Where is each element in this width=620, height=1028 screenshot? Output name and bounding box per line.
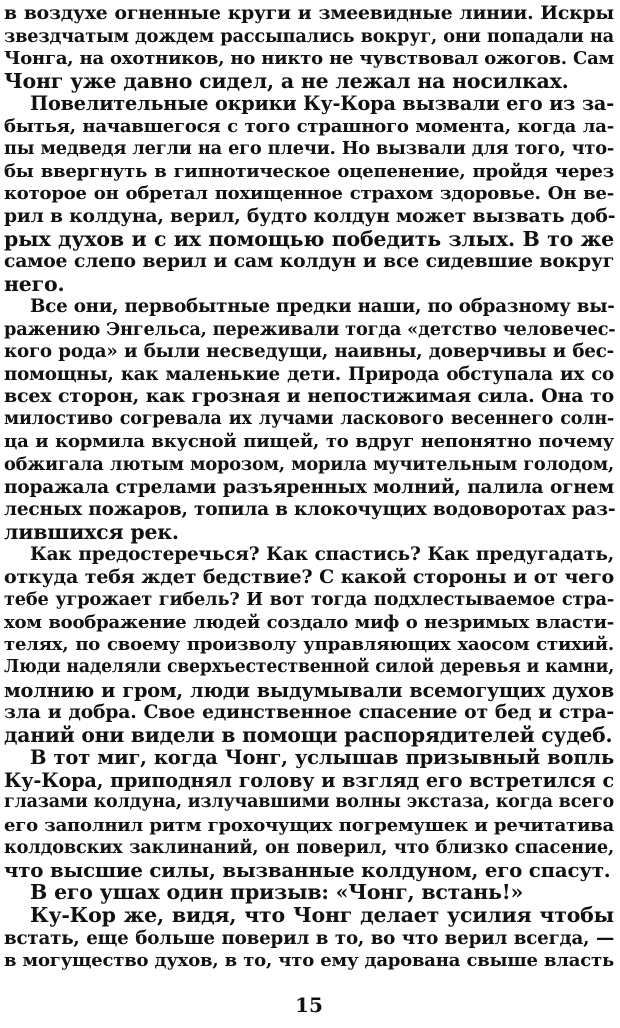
text-line: даний они видели в помощи распорядителей судеб.: [4, 722, 613, 747]
text-line: всех сторон, как грозная и непостижимая сила. Она то: [4, 385, 614, 408]
text-line: поражала стрелами разъяренных молний, палила огнем: [4, 476, 614, 498]
paragraph-start-line: В тот миг, когда Чонг, услышав призывный вопль: [30, 746, 614, 770]
text-line: Чонг уже давно сидел, а не лежал на носилках.: [4, 68, 569, 93]
text-line: ражению Энгельса, переживали тогда «детство человечес-: [4, 318, 616, 340]
page-number: 15: [295, 993, 323, 1017]
text-line: звездчатым дождем рассыпались вокруг, они попадали на: [4, 25, 614, 47]
text-line: лесных пожаров, топила в клокочущих водоворотах раз-: [4, 499, 616, 521]
text-line: Чонга, на охотников, но никто не чувствовал ожогов. Сам: [4, 48, 614, 70]
text-line: рил в колдуна, верил, будто колдун может вызвать доб-: [4, 204, 616, 227]
text-line: в воздухе огненные круги и змеевидные линии. Искры: [4, 2, 614, 24]
book-page: [4, 2, 614, 1026]
text-line: Люди наделяли сверхъестественной силой деревья и камни,: [4, 656, 614, 677]
text-line: милостиво согревала их лучами ласкового весеннего солн-: [4, 408, 614, 429]
text-line: молнию и гром, люди выдумывали всемогущих духов: [4, 678, 614, 702]
text-line: помощны, как маленькие дети. Природа обступала их со: [4, 363, 614, 385]
text-line: которое он обретал похищенное страхом здоровье. Он ве-: [4, 183, 614, 205]
text-line: самое слепо верил и сам колдун и все сидевшие вокруг: [4, 250, 614, 273]
text-line: пы медведя легли на его плечи. Но вызвали для того, что-: [4, 138, 614, 160]
text-line: его заполнил ритм грохочущих погремушек и речитатива: [4, 814, 614, 836]
text-line: него.: [4, 271, 65, 296]
text-line: телях, по своему произволу управляющих хаосом стихий.: [4, 634, 614, 656]
text-line: рых духов и с их помощью победить злых. В то же: [4, 226, 614, 251]
text-line: в могущество духов, в то, что ему дарована свыше власть: [4, 950, 614, 972]
paragraph-start-line: Все они, первобытные предки наши, по образному вы-: [30, 296, 615, 318]
text-line: зла и добра. Свое единственное спасение от бед и стра-: [4, 701, 614, 724]
text-line: откуда тебя ждет бедствие? С какой стороны и от чего: [4, 565, 614, 588]
text-line: бы ввергнуть в гипнотическое оцепенение, пройдя через: [4, 160, 614, 182]
paragraph-start-line: Ку-Кор же, видя, что Чонг делает усилия чтобы: [30, 903, 614, 927]
text-line: лившихся рек.: [4, 519, 179, 544]
text-line: бытья, начавшегося с того страшного момента, когда ла-: [4, 115, 614, 137]
paragraph-start-line: В его ушах один призыв: «Чонг, встань!»: [30, 880, 524, 905]
text-line: ца и кормила вкусной пищей, то вдруг непонятно почему: [4, 431, 614, 453]
text-line: обжигала лютым морозом, морила мучительным голодом,: [4, 454, 614, 475]
text-line: кого рода» и были несведущи, наивны, доверчивы и бес-: [4, 341, 614, 363]
paragraph-start-line: Повелительные окрики Ку-Кора вызвали его из за-: [30, 92, 614, 116]
text-line: колдовских заклинаний, он поверил, что близко спасение,: [4, 837, 614, 859]
text-line: тебе угрожает гибель? И вот тогда подхлестываемое стра-: [4, 589, 614, 611]
text-line: встать, еще больше поверил в то, во что верил всегда, —: [4, 927, 614, 949]
text-line: что высшие силы, вызванные колдуном, его спасут.: [4, 857, 611, 882]
text-line: глазами колдуна, излучавшими волны экстаза, когда всего: [4, 792, 615, 813]
paragraph-start-line: Как предостеречься? Как спастись? Как предугадать,: [30, 544, 614, 566]
text-line: Ку-Кора, приподнял голову и взгляд его встретился с: [4, 768, 614, 792]
text-line: хом воображение людей создало миф о незримых власти-: [4, 611, 614, 633]
